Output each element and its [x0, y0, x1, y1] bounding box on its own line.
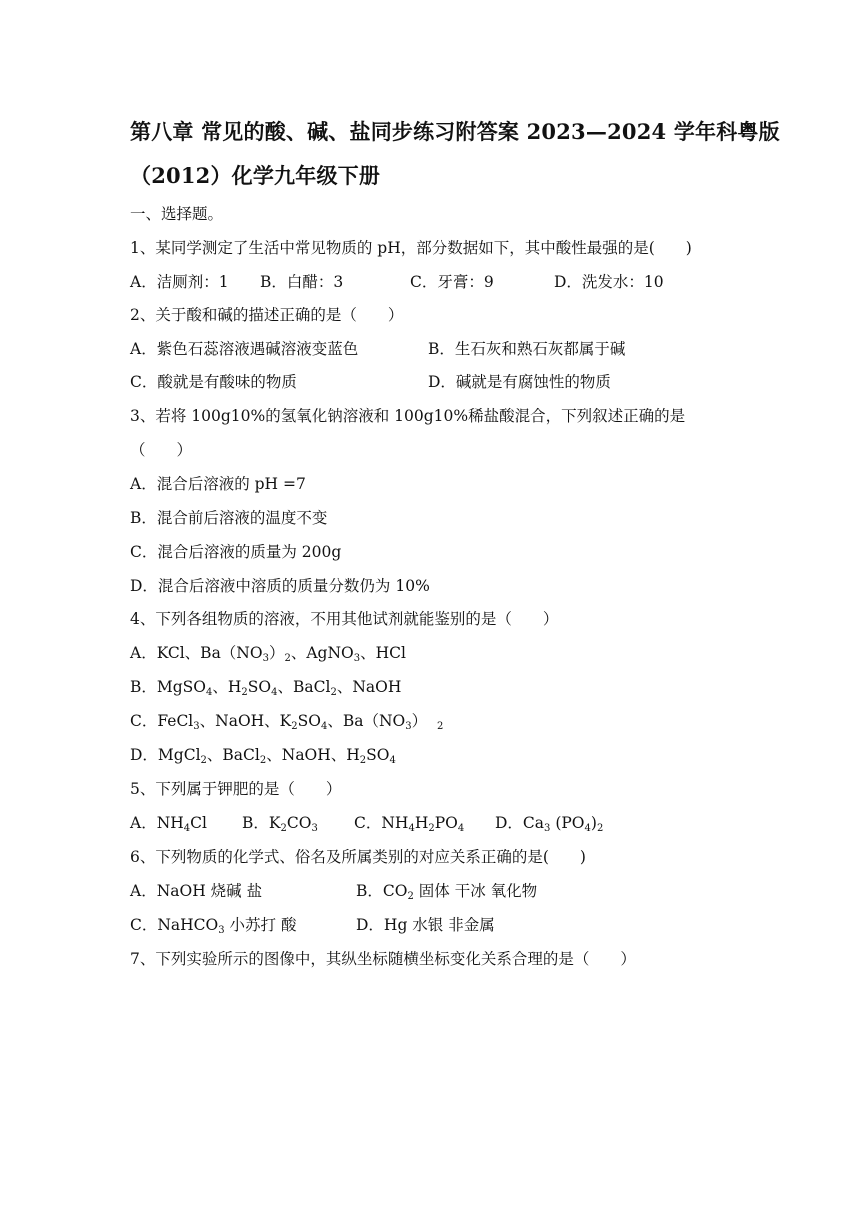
option-b: B．$CO_2$ 固体 干冰 氧化物	[356, 882, 538, 902]
question-5-stem: 5、下列属于钾肥的是（ ）	[130, 780, 342, 798]
question-3-stem-cont: （ ）	[130, 441, 193, 459]
option-d: D．碱就是有腐蚀性的物质	[428, 373, 611, 391]
question-6-options-cd	[130, 913, 495, 935]
title-line-2: （2012）化学九年级下册	[130, 163, 381, 188]
question-3-option-c: C．混合后溶液的质量为 200g	[130, 543, 342, 561]
option-c: C．$NH_4H_2PO_4$	[354, 814, 465, 834]
option-d: D．Hg 水银 非金属	[356, 916, 495, 934]
title-line-1: 第八章 常见的酸、碱、盐同步练习附答案 2023—2024 学年科粤版	[130, 119, 780, 144]
question-6-options-ab	[130, 879, 537, 901]
option-b: B．生石灰和熟石灰都属于碱	[428, 340, 626, 358]
option-c: C．NaHCO$_3$ 小苏打 酸	[130, 916, 297, 936]
question-4-option-b: B．MgSO$_4$、$H_2SO_4$、BaCl$_2$、NaOH	[130, 678, 402, 698]
question-1-stem: 1、某同学测定了生活中常见物质的 pH，部分数据如下，其中酸性最强的是( )	[130, 239, 692, 257]
question-1-options	[130, 270, 664, 292]
option-b: B．$K_2CO_3$	[242, 814, 318, 834]
question-4-option-a: A．KCl、$Ba(NO_3)_2$、AgNO$_3$、HCl	[130, 644, 406, 664]
section-heading: 一、选择题。	[130, 205, 224, 223]
option-b: B．白醋：3	[260, 273, 344, 291]
option-c: C．牙膏：9	[410, 273, 494, 291]
question-3-option-b: B．混合前后溶液的温度不变	[130, 509, 328, 527]
question-4-option-d: D．MgCl$_2$、BaCl$_2$、NaOH、$H_2SO_4$	[130, 746, 396, 766]
option-a: A．洁厕剂：1	[130, 273, 229, 291]
question-7-stem: 7、下列实验所示的图像中，其纵坐标随横坐标变化关系合理的是（ ）	[130, 950, 636, 968]
question-3-option-a: A．混合后溶液的 pH =7	[130, 475, 306, 493]
question-3-option-d: D．混合后溶液中溶质的质量分数仍为 10%	[130, 577, 430, 595]
question-2-options-cd	[130, 370, 611, 392]
option-c: C．酸就是有酸味的物质	[130, 373, 297, 391]
question-2-options-ab	[130, 337, 625, 359]
option-a: A．$NH_4Cl$	[130, 814, 207, 834]
option-d: D．洗发水：10	[554, 273, 664, 291]
question-3-stem: 3、若将 100g10%的氢氧化钠溶液和 100g10%稀盐酸混合，下列叙述正确的是	[130, 407, 686, 425]
question-4-option-c: C．FeCl$_3$、NaOH、$K_2SO_4$、$Ba(NO_3)$ $_2$	[130, 712, 444, 732]
question-2-stem: 2、关于酸和碱的描述正确的是（ ）	[130, 306, 404, 324]
option-a: A．NaOH 烧碱 盐	[130, 882, 263, 900]
question-6-stem: 6、下列物质的化学式、俗名及所属类别的对应关系正确的是( )	[130, 848, 586, 866]
question-4-stem: 4、下列各组物质的溶液，不用其他试剂就能鉴别的是（ ）	[130, 610, 559, 628]
option-d: D．$Ca_3$ $(PO_4)_2$	[495, 814, 604, 834]
option-a: A．紫色石蕊溶液遇碱溶液变蓝色	[130, 340, 359, 358]
question-5-options	[130, 811, 603, 833]
